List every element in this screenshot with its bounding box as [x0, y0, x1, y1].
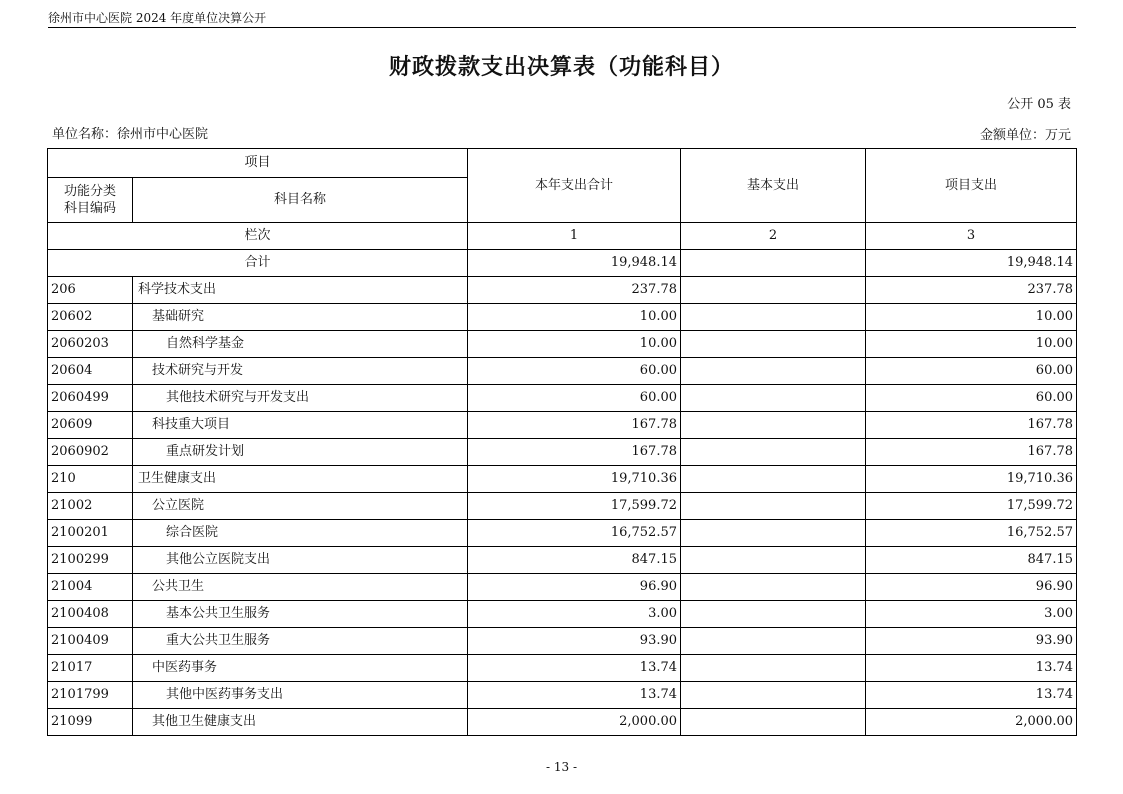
- table-row: [48, 709, 1077, 736]
- row-total: 3.00: [468, 601, 681, 628]
- row-basic: [681, 493, 866, 520]
- row-project: 167.78: [866, 412, 1077, 439]
- row-project: 10.00: [866, 331, 1077, 358]
- form-number: 公开 05 表: [1007, 97, 1071, 112]
- header-basic: 基本支出: [681, 149, 866, 223]
- row-project: 13.74: [866, 655, 1077, 682]
- row-code: 2100299: [48, 547, 133, 574]
- column-label: 栏次: [48, 223, 468, 250]
- sum-row: [48, 250, 1077, 277]
- header-item: 项目: [48, 149, 468, 178]
- row-total: 10.00: [468, 304, 681, 331]
- row-basic: [681, 709, 866, 736]
- row-code: 2100409: [48, 628, 133, 655]
- row-project: 60.00: [866, 358, 1077, 385]
- table-row: [48, 304, 1077, 331]
- row-basic: [681, 547, 866, 574]
- header-code: [48, 178, 133, 223]
- row-code: 2060902: [48, 439, 133, 466]
- table-row: [48, 601, 1077, 628]
- row-basic: [681, 412, 866, 439]
- row-name: 公共卫生: [133, 574, 468, 601]
- row-name: 重点研发计划: [133, 439, 468, 466]
- row-code: 2100408: [48, 601, 133, 628]
- row-code: 210: [48, 466, 133, 493]
- row-basic: [681, 439, 866, 466]
- row-code: 21099: [48, 709, 133, 736]
- row-name: 科学技术支出: [133, 277, 468, 304]
- row-name: 科技重大项目: [133, 412, 468, 439]
- column-number-3: 3: [866, 223, 1077, 250]
- row-code: 2101799: [48, 682, 133, 709]
- row-code: 20602: [48, 304, 133, 331]
- row-basic: [681, 358, 866, 385]
- row-name: 公立医院: [133, 493, 468, 520]
- table-row: [48, 466, 1077, 493]
- row-project: 17,599.72: [866, 493, 1077, 520]
- row-name: 重大公共卫生服务: [133, 628, 468, 655]
- row-name: 其他技术研究与开发支出: [133, 385, 468, 412]
- row-total: 10.00: [468, 331, 681, 358]
- row-project: 60.00: [866, 385, 1077, 412]
- row-total: 60.00: [468, 358, 681, 385]
- row-code: 2100201: [48, 520, 133, 547]
- column-number-1: 1: [468, 223, 681, 250]
- row-basic: [681, 682, 866, 709]
- row-project: 93.90: [866, 628, 1077, 655]
- row-name: 技术研究与开发: [133, 358, 468, 385]
- row-project: 237.78: [866, 277, 1077, 304]
- column-number-2: 2: [681, 223, 866, 250]
- row-code: 21017: [48, 655, 133, 682]
- table-row: [48, 331, 1077, 358]
- row-name: 基本公共卫生服务: [133, 601, 468, 628]
- row-name: 综合医院: [133, 520, 468, 547]
- page-number: - 13 -: [545, 760, 577, 774]
- sum-total: 19,948.14: [468, 250, 681, 277]
- row-total: 237.78: [468, 277, 681, 304]
- row-total: 93.90: [468, 628, 681, 655]
- row-project: 3.00: [866, 601, 1077, 628]
- row-name: 中医药事务: [133, 655, 468, 682]
- table-row: [48, 682, 1077, 709]
- row-total: 13.74: [468, 682, 681, 709]
- row-project: 847.15: [866, 547, 1077, 574]
- row-code: 21002: [48, 493, 133, 520]
- row-basic: [681, 601, 866, 628]
- table-row: [48, 439, 1077, 466]
- header-code-line2: 科目编码: [63, 201, 116, 216]
- row-code: 20609: [48, 412, 133, 439]
- sum-basic: [681, 250, 866, 277]
- row-total: 19,710.36: [468, 466, 681, 493]
- sum-label: 合计: [48, 250, 468, 277]
- row-basic: [681, 628, 866, 655]
- row-basic: [681, 655, 866, 682]
- expenditure-table: [47, 148, 1077, 736]
- row-project: 16,752.57: [866, 520, 1077, 547]
- table-row: [48, 655, 1077, 682]
- row-total: 17,599.72: [468, 493, 681, 520]
- header-name: 科目名称: [133, 178, 468, 223]
- row-basic: [681, 331, 866, 358]
- row-total: 167.78: [468, 439, 681, 466]
- table-row: [48, 628, 1077, 655]
- row-project: 167.78: [866, 439, 1077, 466]
- row-project: 13.74: [866, 682, 1077, 709]
- row-total: 60.00: [468, 385, 681, 412]
- row-name: 其他中医药事务支出: [133, 682, 468, 709]
- table-row: [48, 412, 1077, 439]
- sum-project: 19,948.14: [866, 250, 1077, 277]
- header-row-1: [48, 149, 1077, 178]
- row-code: 206: [48, 277, 133, 304]
- row-name: 其他公立医院支出: [133, 547, 468, 574]
- row-basic: [681, 385, 866, 412]
- row-basic: [681, 304, 866, 331]
- table-row: [48, 574, 1077, 601]
- row-code: 20604: [48, 358, 133, 385]
- table-row: [48, 547, 1077, 574]
- row-total: 16,752.57: [468, 520, 681, 547]
- table-row: [48, 358, 1077, 385]
- row-basic: [681, 520, 866, 547]
- table-row: [48, 493, 1077, 520]
- row-code: 2060499: [48, 385, 133, 412]
- row-name: 自然科学基金: [133, 331, 468, 358]
- row-name: 其他卫生健康支出: [133, 709, 468, 736]
- amount-unit: 金额单位：万元: [979, 128, 1071, 143]
- table-row: [48, 520, 1077, 547]
- header-total: 本年支出合计: [468, 149, 681, 223]
- row-total: 96.90: [468, 574, 681, 601]
- table-row: [48, 277, 1077, 304]
- running-header: 徐州市中心医院 2024 年度单位决算公开: [48, 9, 1076, 28]
- row-project: 10.00: [866, 304, 1077, 331]
- page-title: 财政拨款支出决算表（功能科目）: [388, 54, 734, 80]
- row-code: 21004: [48, 574, 133, 601]
- row-total: 167.78: [468, 412, 681, 439]
- row-name: 卫生健康支出: [133, 466, 468, 493]
- row-code: 2060203: [48, 331, 133, 358]
- unit-name: 单位名称：徐州市中心医院: [52, 127, 209, 142]
- header-project: 项目支出: [866, 149, 1077, 223]
- row-basic: [681, 277, 866, 304]
- row-basic: [681, 466, 866, 493]
- column-number-row: [48, 223, 1077, 250]
- row-project: 2,000.00: [866, 709, 1077, 736]
- row-basic: [681, 574, 866, 601]
- row-total: 13.74: [468, 655, 681, 682]
- row-total: 847.15: [468, 547, 681, 574]
- row-total: 2,000.00: [468, 709, 681, 736]
- header-code-line1: 功能分类: [63, 184, 116, 199]
- row-project: 19,710.36: [866, 466, 1077, 493]
- table-row: [48, 385, 1077, 412]
- row-name: 基础研究: [133, 304, 468, 331]
- row-project: 96.90: [866, 574, 1077, 601]
